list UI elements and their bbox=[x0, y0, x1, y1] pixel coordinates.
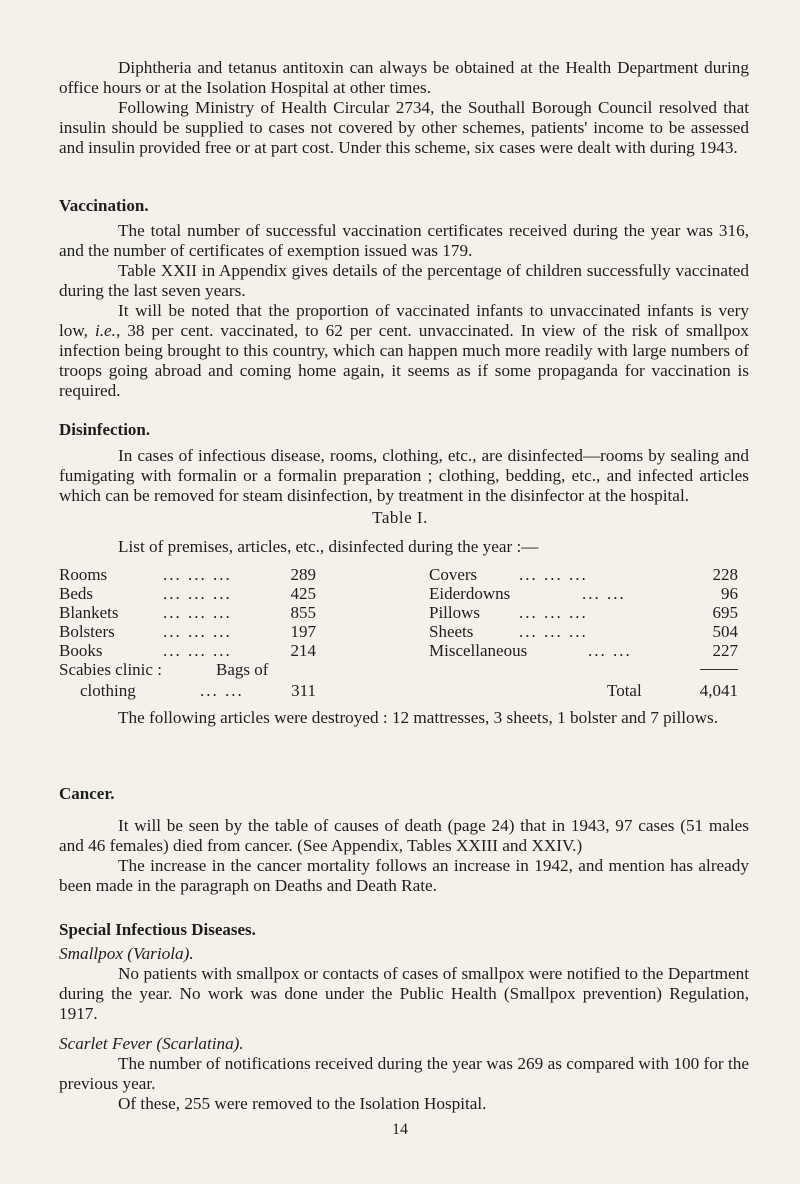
leader-dots: ... ... ... bbox=[163, 584, 232, 603]
table-row-label: Pillows bbox=[429, 603, 481, 622]
antitoxin-paragraph: Diphtheria and tetanus antitoxin can always be obtained at the Health Department during office hours or at the Isolation Hospital at other times. bbox=[59, 58, 749, 97]
destroyed-paragraph: The following articles were destroyed : 12 mattresses, 3 sheets, 1 bolster and 7 pillows. bbox=[118, 708, 718, 727]
vaccination-heading: Vaccination. bbox=[59, 196, 149, 215]
leader-dots: ... ... ... bbox=[519, 622, 588, 641]
table-row-label: Books bbox=[59, 641, 103, 660]
table-intro: List of premises, articles, etc., disinfected during the year :— bbox=[118, 537, 539, 556]
table-row-label: Rooms bbox=[59, 565, 108, 584]
leader-dots: ... ... ... bbox=[163, 641, 232, 660]
destroyed-block bbox=[59, 708, 749, 728]
scabies-label: Scabies clinic : bbox=[59, 660, 162, 679]
leader-dots: ... ... ... bbox=[519, 565, 588, 584]
vaccination-paragraph-1: The total number of successful vaccination certificates received during the year was 316, and the number of certificates of exemption issued was 179. bbox=[59, 221, 749, 260]
scarlet-fever-paragraph-1: The number of notifications received during the year was 269 as compared with 100 for the previous year. bbox=[59, 1054, 749, 1093]
total-value: 4,041 bbox=[699, 681, 738, 700]
insulin-paragraph: Following Ministry of Health Circular 2734, the Southall Borough Council resolved that insulin should be supplied to cases not covered by other schemes, patients' income to be assessed and insulin provided free or at part cost. Under this scheme, six cases were dealt with during 1943. bbox=[59, 98, 749, 157]
table-row-value: 96 bbox=[721, 584, 738, 603]
table-row-label: Blankets bbox=[59, 603, 119, 622]
page-number: 14 bbox=[392, 1121, 408, 1138]
vaccination-body bbox=[59, 221, 749, 401]
leader-dots: ... ... bbox=[200, 681, 244, 700]
table-row-value: 504 bbox=[712, 622, 738, 641]
smallpox-subheading: Smallpox (Variola). bbox=[59, 944, 194, 963]
smallpox-paragraph: No patients with smallpox or contacts of cases of smallpox were notified to the Department during the year. No work was done under the Public Health (Smallpox prevention) Regulation, 1917. bbox=[59, 964, 749, 1023]
leader-dots: ... ... ... bbox=[163, 603, 232, 622]
table-row-label: Beds bbox=[59, 584, 93, 603]
scarlet-fever-subheading: Scarlet Fever (Scarlatina). bbox=[59, 1034, 244, 1053]
table-row-label: Covers bbox=[429, 565, 478, 584]
leader-dots: ... ... bbox=[582, 584, 626, 603]
scabies-clothing-label: clothing bbox=[80, 681, 136, 700]
total-label: Total bbox=[607, 681, 642, 700]
smallpox-block bbox=[59, 944, 749, 1024]
leader-dots: ... ... ... bbox=[519, 603, 588, 622]
table-row-value: 289 bbox=[290, 565, 316, 584]
total-rule bbox=[700, 669, 738, 670]
scarlet-fever-block bbox=[59, 1034, 749, 1114]
disinfection-paragraph: In cases of infectious disease, rooms, clothing, etc., are disinfected—rooms by sealing and fumigating with formalin or a formalin preparation ; clothing, bedding, etc., and infected articles which can be removed for steam disinfection, by treatment in the disinfector at the hospital. bbox=[59, 446, 749, 505]
table-row-label: Sheets bbox=[429, 622, 474, 641]
table-row-value: 214 bbox=[290, 641, 316, 660]
intro-section bbox=[59, 58, 749, 158]
table-row-label: Miscellaneous bbox=[429, 641, 528, 660]
table-intro-block bbox=[59, 537, 749, 557]
leader-dots: ... ... bbox=[588, 641, 632, 660]
vaccination-paragraph-2: Table XXII in Appendix gives details of the percentage of children successfully vaccinated during the last seven years. bbox=[59, 261, 749, 300]
scarlet-fever-paragraph-2: Of these, 255 were removed to the Isolation Hospital. bbox=[118, 1094, 487, 1113]
cancer-heading: Cancer. bbox=[59, 784, 115, 803]
vaccination-paragraph-3: It will be noted that the proportion of vaccinated infants to unvaccinated infants is very low, i.e., 38 per cent. vaccinated, to 62 per cent. unvaccinated. In view of the risk of smallpox infection being brought to this country, which can happen much more readily with large numbers of troops going abroad and coming home again, it seems as if some propaganda for vaccination is required. bbox=[59, 301, 749, 400]
table-row-value: 695 bbox=[712, 603, 738, 622]
disinfection-table bbox=[0, 565, 800, 700]
scabies-value: 311 bbox=[291, 681, 316, 700]
table-caption: Table I. bbox=[372, 508, 428, 527]
table-row-value: 855 bbox=[290, 603, 316, 622]
leader-dots: ... ... ... bbox=[163, 622, 232, 641]
cancer-paragraph-2: The increase in the cancer mortality follows an increase in 1942, and mention has already been made in the paragraph on Deaths and Death Rate. bbox=[59, 856, 749, 895]
table-row-value: 228 bbox=[712, 565, 738, 584]
table-row-value: 425 bbox=[290, 584, 316, 603]
table-row-label: Eiderdowns bbox=[429, 584, 511, 603]
special-diseases-heading: Special Infectious Diseases. bbox=[59, 920, 256, 939]
cancer-paragraph-1: It will be seen by the table of causes of death (page 24) that in 1943, 97 cases (51 males and 46 females) died from cancer. (See Appendix, Tables XXIII and XXIV.) bbox=[59, 816, 749, 855]
vaccination-section bbox=[59, 196, 749, 216]
table-row-value: 227 bbox=[712, 641, 738, 660]
table-row-label: Bolsters bbox=[59, 622, 115, 641]
disinfection-heading: Disinfection. bbox=[59, 420, 151, 439]
cancer-body bbox=[59, 816, 749, 896]
scabies-label-bags: Bags of bbox=[216, 660, 269, 679]
disinfection-section bbox=[59, 420, 749, 440]
leader-dots: ... ... ... bbox=[163, 565, 232, 584]
special-diseases-section bbox=[59, 920, 749, 940]
disinfection-body bbox=[59, 446, 749, 506]
table-row-value: 197 bbox=[290, 622, 316, 641]
cancer-section bbox=[59, 784, 749, 804]
